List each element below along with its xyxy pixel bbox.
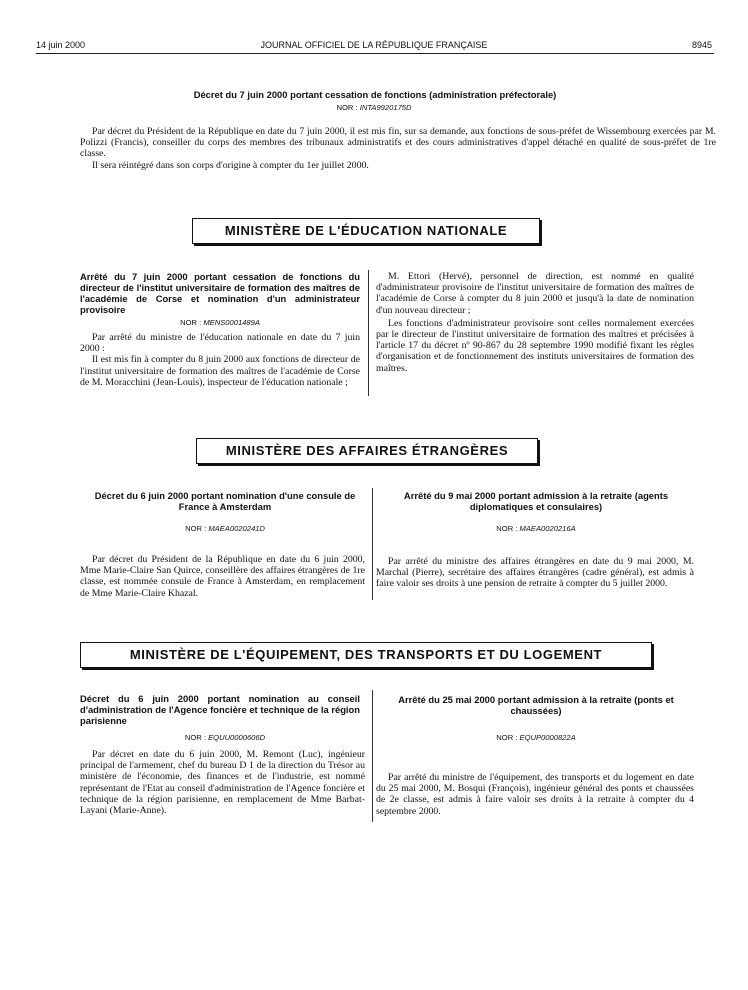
paragraph: Par décret en date du 6 juin 2000, M. Remont (Luc), ingénieur principal de l'armement, chef du bureau D 1 de la direction du Trésor au ministère de l'économie, des finances et de l'industrie, est nommé représentant de l'Etat au conseil d'administration de l'Agence foncière et technique de la région parisienne, en remplacement de Mme Barbat-Layani (Marie-Anne). xyxy=(80,749,365,817)
nor-code: MAEA0020241D xyxy=(208,524,265,533)
decree-body-consule xyxy=(80,554,365,599)
header-rule xyxy=(36,53,714,54)
decree-title-consule: Décret du 6 juin 2000 portant nomination d'une consule de France à Amsterdam xyxy=(94,490,356,512)
nor-code: EQUP0000822A xyxy=(519,733,576,742)
decree-title-retraite-diplomatique: Arrêté du 9 mai 2000 portant admission à la retraite (agents diplomatiques et consulaires) xyxy=(403,490,669,512)
decree-body-afturp xyxy=(80,749,365,816)
decree-title-afturp: Décret du 6 juin 2000 portant nomination au conseil d'administration de l'Agence foncière et technique de la région parisienne xyxy=(80,693,360,726)
decree-body-prefectoral xyxy=(80,126,716,171)
column-rule xyxy=(372,488,373,600)
paragraph: Les fonctions d'administrateur provisoire sont celles normalement exercées par le directeur de l'institut universitaire de formation des maîtres et précisées à l'article 17 du décret nº 90-867 du 28 septembre 1990 modifié fixant les règles d'organisation et de fonctionnement des instituts universitaires de formation des maîtres. xyxy=(376,317,694,374)
decree-body-retraite-ponts xyxy=(376,772,694,817)
nor-line xyxy=(80,318,360,327)
paragraph: M. Ettori (Hervé), personnel de direction, est nommé en qualité d'administrateur provisoire de l'institut universitaire de formation des maîtres de l'académie de Corse à compter du 8 juin 2000 et jusqu'à la date de nomination d'un nouveau directeur ; xyxy=(376,271,694,316)
nor-label: NOR : xyxy=(180,318,202,327)
nor-line xyxy=(80,733,370,742)
paragraph: Par décret du Président de la République en date du 6 juin 2000, Mme Marie-Claire San Quirce, conseillère des affaires étrangères de 1re classe, est nommée consule de France à Amsterdam, en remplacement de Mme Marie-Claire Khazal. xyxy=(80,554,365,599)
decree-title-prefectoral: Décret du 7 juin 2000 portant cessation de fonctions (administration préfectorale) xyxy=(193,89,557,100)
column-rule xyxy=(372,690,373,822)
paragraph: Par arrêté du ministre de l'équipement, des transports et du logement en date du 25 mai 2000, M. Bosqui (François), ingénieur général des ponts et chaussées de 2e classe, est admis à faire valoir ses droits à la retraite à compter du 4 septembre 2000. xyxy=(376,772,694,817)
ministry-banner-education: MINISTÈRE DE L'ÉDUCATION NATIONALE xyxy=(192,218,540,244)
nor-line xyxy=(378,524,694,533)
nor-line xyxy=(378,733,694,742)
ministry-banner-affaires-etrangeres: MINISTÈRE DES AFFAIRES ÉTRANGÈRES xyxy=(196,438,538,464)
paragraph: Par arrêté du ministre des affaires étrangères en date du 9 mai 2000, M. Marchal (Pierre), secrétaire des affaires étrangères (cadre général), est admis à faire valoir ses droits à une pension de retraite à compter du 5 juillet 2000. xyxy=(376,556,694,590)
paragraph: Par arrêté du ministre de l'éducation nationale en date du 7 juin 2000 : xyxy=(80,332,360,355)
decree-title-education: Arrêté du 7 juin 2000 portant cessation de fonctions du directeur de l'institut universitaire de formation des maîtres de l'académie de Corse et nomination d'un administrateur provisoire xyxy=(80,271,360,315)
nor-code: EQUU0000606D xyxy=(208,733,266,742)
nor-label: NOR : xyxy=(496,524,518,533)
nor-line xyxy=(0,103,748,112)
header-page-number: 8945 xyxy=(691,40,712,50)
nor-code: MAEA0020216A xyxy=(519,524,576,533)
ministry-banner-equipement: MINISTÈRE DE L'ÉQUIPEMENT, DES TRANSPORTS ET DU LOGEMENT xyxy=(80,642,652,668)
nor-label: NOR : xyxy=(185,524,207,533)
decree-body-education-left xyxy=(80,332,360,388)
nor-label: NOR : xyxy=(496,733,518,742)
paragraph: Il sera réintégré dans son corps d'origine à compter du 1er juillet 2000. xyxy=(92,159,369,171)
nor-label: NOR : xyxy=(184,733,206,742)
paragraph: Il est mis fin à compter du 8 juin 2000 aux fonctions de directeur de l'institut universitaire de formation des maîtres de l'académie de Corse de M. Moracchini (Jean-Louis), inspecteur de l'éducation nationale ; xyxy=(80,354,360,388)
nor-code: MENS0001489A xyxy=(203,318,260,327)
decree-body-retraite-diplomatique xyxy=(376,556,694,590)
header-date: 14 juin 2000 xyxy=(36,40,86,50)
header-journal: JOURNAL OFFICIEL DE LA RÉPUBLIQUE FRANÇAISE xyxy=(260,40,488,50)
column-rule xyxy=(368,270,369,396)
nor-label: NOR : xyxy=(336,103,358,112)
decree-body-education-right xyxy=(376,271,694,374)
nor-line xyxy=(80,524,370,533)
nor-code: INTA9920175D xyxy=(359,103,412,112)
decree-title-retraite-ponts: Arrêté du 25 mai 2000 portant admission à la retraite (ponts et chaussées) xyxy=(398,694,674,716)
paragraph: Par décret du Président de la République en date du 7 juin 2000, il est mis fin, sur sa demande, aux fonctions de sous-préfet de Wissembourg exercées par M. Polizzi (Francis), conseiller du corps des membres des tribunaux administratifs et des cours administratives d'appel détaché en qualité de sous-préfet de 1re classe. xyxy=(80,126,716,160)
